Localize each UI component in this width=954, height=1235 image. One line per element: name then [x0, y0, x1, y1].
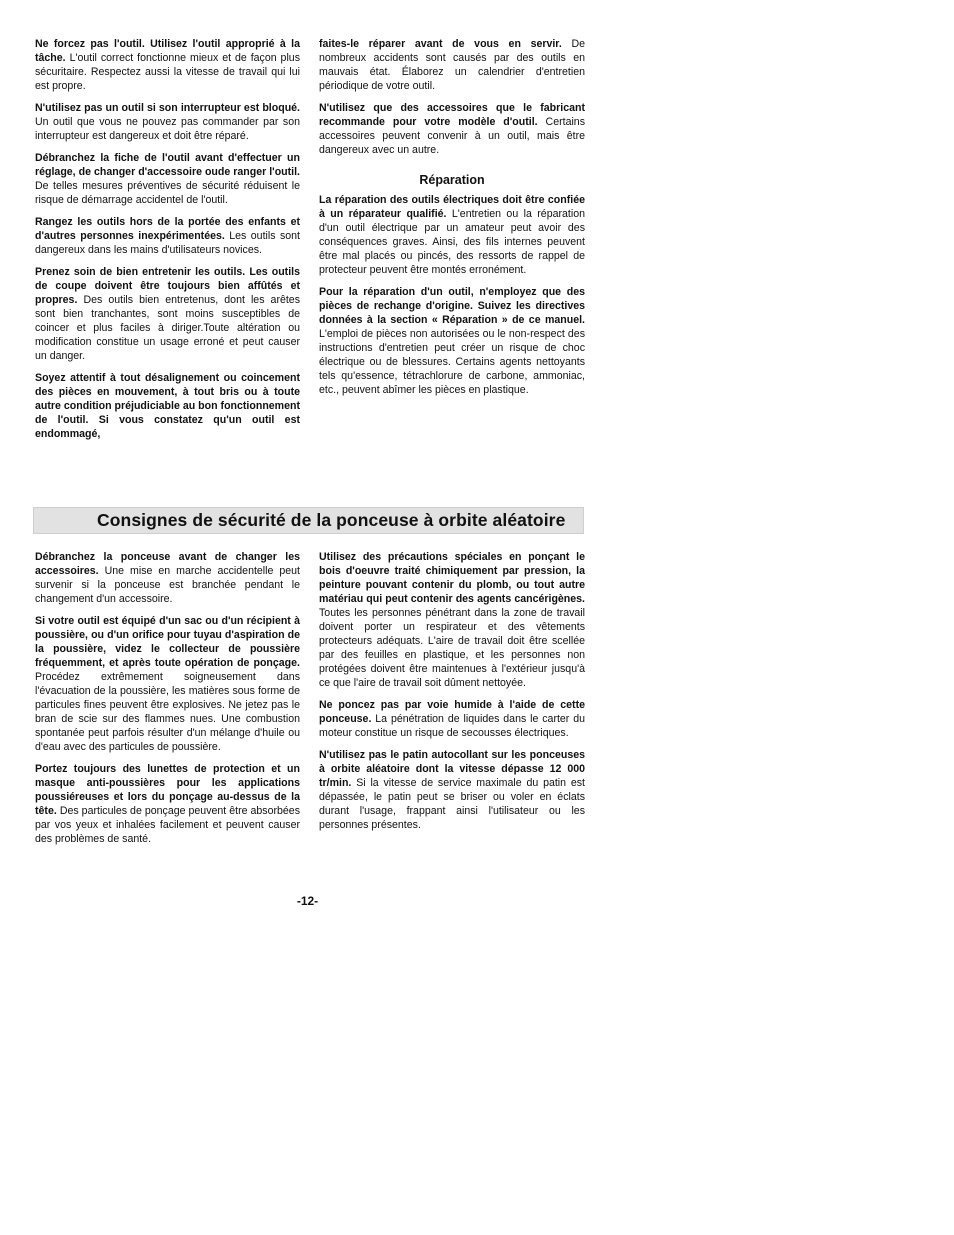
paragraph: Pour la réparation d'un outil, n'employez que des pièces de rechange d'origine. Suivez les directives données à la section « Réparation » de ce manuel. L'emploi de pièces non autorisées ou le non-respect des instructions d'entretien peut créer un risque de choc électrique ou de blessures. Certains agents nettoyants tels qu'essence, tétrachlorure de carbone, ammoniac, etc., peuvent abîmer les pièces en plastique.	[319, 286, 585, 396]
paragraph: Débranchez la fiche de l'outil avant d'effectuer un réglage, de changer d'accessoire oude ranger l'outil. De telles mesures préventives de sécurité réduisent le risque de démarrage accidentel de l'outil.	[35, 152, 300, 206]
paragraph: La réparation des outils électriques doit être confiée à un réparateur qualifié. L'entretien ou la réparation d'un outil électrique par un amateur peut avoir des conséquences graves. Ainsi, des fils internes peuvent être mal placés ou pincés, des ressorts de rappel de protecteur peuvent être montés erronément.	[319, 194, 585, 276]
paragraph: Ne poncez pas par voie humide à l'aide de cette ponceuse. La pénétration de liquides dans le carter du moteur constitue un risque de secousses électriques.	[319, 699, 585, 739]
paragraph: Soyez attentif à tout désalignement ou coincement des pièces en mouvement, à tout bris ou à toute autre condition préjudiciable au bon fonctionnement de l'outil. Si vous constatez qu'un outil est endommagé,	[35, 372, 300, 440]
paragraph: N'utilisez pas un outil si son interrupteur est bloqué. Un outil que vous ne pouvez pas commander par son interrupteur est dangereux et doit être réparé.	[35, 102, 300, 142]
top-right-column	[319, 37, 585, 405]
paragraph: faites-le réparer avant de vous en servir. De nombreux accidents sont causés par des outils en mauvais état. Élaborez un calendrier d'entretien périodique de votre outil.	[319, 38, 585, 92]
section-title-banner	[33, 507, 584, 534]
paragraph: Si votre outil est équipé d'un sac ou d'un récipient à poussière, ou d'un orifice pour tuyau d'aspiration de la poussière, videz le collecteur de poussière fréquemment, et après toute opération de ponçage. Procédez extrêmement soigneusement dans l'évacuation de la poussière, les matières sous forme de particules fines peuvent être explosives. Ne jetez pas le bran de scie sur des flammes nues. Une combustion spontanée peut parfois résulter d'un mélange d'huile ou d'eau avec des particules de poussière.	[35, 615, 300, 753]
page-number: -12-	[296, 894, 319, 908]
paragraph: N'utilisez pas le patin autocollant sur les ponceuses à orbite aléatoire dont la vitesse dépasse 12 000 tr/min. Si la vitesse de service maximale du patin est dépassée, le patin peut se briser ou voler en éclats durant l'usage, frappant ainsi l'utilisateur ou les personnes présentes.	[319, 749, 585, 831]
paragraph: Utilisez des précautions spéciales en ponçant le bois d'oeuvre traité chimiquement par pression, la peinture pouvant contenir du plomb, ou tout autre matériau qui peut contenir des agents cancérigènes. Toutes les personnes pénétrant dans la zone de travail doivent porter un respirateur et des vêtements protecteurs adéquats. L'aire de travail doit être scellée par des feuilles en plastique, et les personnes non protégées doivent être maintenues à l'extérieur jusqu'à ce que l'aire de travail soit dûment nettoyée.	[319, 551, 585, 689]
paragraph: Portez toujours des lunettes de protection et un masque anti-poussières pour les applications poussiéreuses et lors du ponçage au-dessus de la tête. Des particules de ponçage peuvent être absorbées par vos yeux et inhalées facilement et peuvent causer des problèmes de santé.	[35, 763, 300, 845]
top-left-column	[35, 37, 300, 449]
bottom-left-column	[35, 550, 300, 854]
paragraph: Ne forcez pas l'outil. Utilisez l'outil approprié à la tâche. L'outil correct fonctionne mieux et de façon plus sécuritaire. Respectez aussi la vitesse de travail qui lui est propre.	[35, 38, 300, 92]
section-title: Consignes de sécurité de la ponceuse à orbite aléatoire	[97, 510, 566, 530]
reparation-heading: Réparation	[419, 173, 485, 187]
paragraph: Rangez les outils hors de la portée des enfants et d'autres personnes inexpérimentées. Les outils sont dangereux dans les mains d'utilisateurs novices.	[35, 216, 300, 256]
bottom-right-column	[319, 550, 585, 840]
paragraph: N'utilisez que des accessoires que le fabricant recommande pour votre modèle d'outil. Certains accessoires peuvent convenir à un outil, mais être dangereux avec un autre.	[319, 102, 585, 156]
paragraph: Prenez soin de bien entretenir les outils. Les outils de coupe doivent être toujours bien affûtés et propres. Des outils bien entretenus, dont les arêtes sont bien tranchantes, sont moins susceptibles de coincer et plus faciles à diriger.Toute altération ou modification constitue un usage erroné et peut causer un danger.	[35, 266, 300, 362]
paragraph: Débranchez la ponceuse avant de changer les accessoires. Une mise en marche accidentelle peut survenir si la ponceuse est branchée pendant le changement d'un accessoire.	[35, 551, 300, 605]
